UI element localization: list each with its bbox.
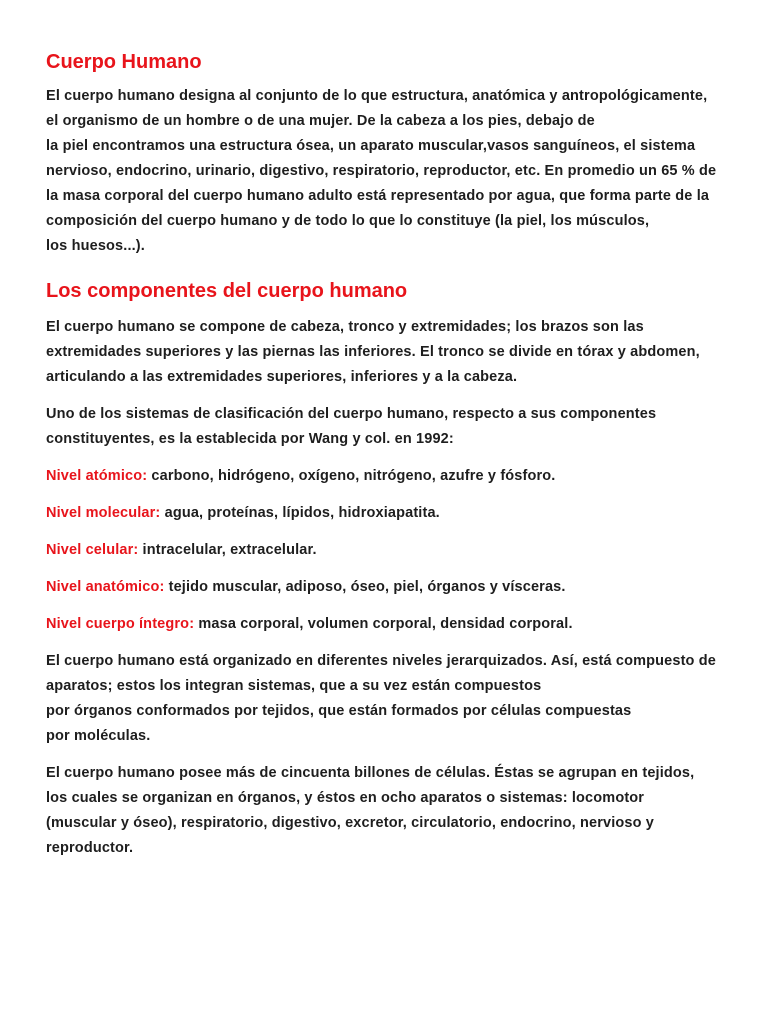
organization-line-1: El cuerpo humano está organizado en diferentes niveles jerarquizados. Así, está compuesto de [46, 653, 716, 669]
intro-line-3-end: encontramos una estructura ósea, un aparato muscular,vasos sanguíneos, el sistema [88, 138, 696, 154]
intro-paragraph [46, 84, 728, 259]
intro-line-6-end: , los músculos, [542, 213, 650, 229]
intro-line-7-start: los [46, 238, 72, 254]
intro-line-1: El cuerpo humano designa al conjunto de lo que estructura, anatómica y antropológicamente, [46, 88, 708, 104]
level-text: tejido muscular, adiposo, óseo, piel, órganos y vísceras. [164, 579, 566, 595]
classification-line-2: constituyentes, es la establecida por Wang y col. en 1992: [46, 431, 454, 447]
level-cuerpo-integro [46, 612, 728, 637]
piel-link[interactable]: piel [62, 138, 89, 154]
section-title-componentes: Los componentes del cuerpo humano [46, 280, 408, 302]
cells-line-4: reproductor. [46, 840, 134, 856]
components-line-1: El cuerpo humano se compone de cabeza, tronco y extremidades; los brazos son las [46, 319, 644, 335]
level-label: Nivel celular: [46, 542, 139, 558]
level-text: agua, proteínas, lípidos, hidroxiapatita. [160, 505, 440, 521]
level-text: masa corporal, volumen corporal, densidad corporal. [194, 616, 573, 632]
components-line-2: extremidades superiores y las piernas las inferiores. El tronco se divide en tórax y abdomen, [46, 344, 700, 360]
classification-line-1: Uno de los sistemas de clasificación del cuerpo humano, respecto a sus componentes [46, 406, 657, 422]
page-title: Cuerpo Humano [46, 51, 202, 73]
intro-line-6-start: composición del cuerpo humano y de todo lo que lo constituye (la [46, 213, 517, 229]
organization-line-2: aparatos; estos los integran sistemas, que a su vez están compuestos [46, 678, 542, 694]
huesos-link[interactable]: huesos [71, 238, 124, 254]
level-label: Nivel molecular: [46, 505, 161, 521]
cells-paragraph [46, 761, 728, 861]
intro-line-4: nervioso, endocrino, urinario, digestivo, respiratorio, reproductor, etc. En promedio un 65 % de [46, 163, 717, 179]
intro-line-2: el organismo de un hombre o de una mujer. De la cabeza a los pies, debajo de [46, 113, 595, 129]
level-text: intracelular, extracelular. [138, 542, 317, 558]
level-atomico [46, 464, 728, 489]
components-paragraph [46, 315, 728, 390]
intro-line-7-end: ...). [123, 238, 145, 254]
cells-line-2: los cuales se organizan en órganos, y éstos en ocho aparatos o sistemas: locomotor [46, 790, 645, 806]
intro-line-3 [46, 134, 728, 159]
level-molecular [46, 501, 728, 526]
cells-line-1: El cuerpo humano posee más de cincuenta billones de células. Éstas se agrupan en tejidos, [46, 765, 695, 781]
level-anatomico [46, 575, 728, 600]
level-label: Nivel atómico: [46, 468, 148, 484]
intro-line-3-start: la [46, 138, 63, 154]
level-text: carbono, hidrógeno, oxígeno, nitrógeno, azufre y fósforo. [147, 468, 556, 484]
cells-line-3: (muscular y óseo), respiratorio, digestivo, excretor, circulatorio, endocrino, nervioso y [46, 815, 655, 831]
intro-line-6 [46, 209, 728, 234]
components-line-3: articulando a las extremidades superiores, inferiores y a la cabeza. [46, 369, 518, 385]
level-label: Nivel cuerpo íntegro: [46, 616, 195, 632]
piel-link-2[interactable]: piel [516, 213, 543, 229]
organization-line-3: por órganos conformados por tejidos, que están formados por células compuestas [46, 703, 632, 719]
intro-line-5: la masa corporal del cuerpo humano adulto está representado por agua, que forma parte de la [46, 188, 710, 204]
intro-line-7 [46, 234, 728, 259]
level-label: Nivel anatómico: [46, 579, 165, 595]
organization-line-4: por moléculas. [46, 728, 151, 744]
organization-paragraph [46, 649, 728, 749]
level-celular [46, 538, 728, 563]
classification-paragraph [46, 402, 728, 452]
